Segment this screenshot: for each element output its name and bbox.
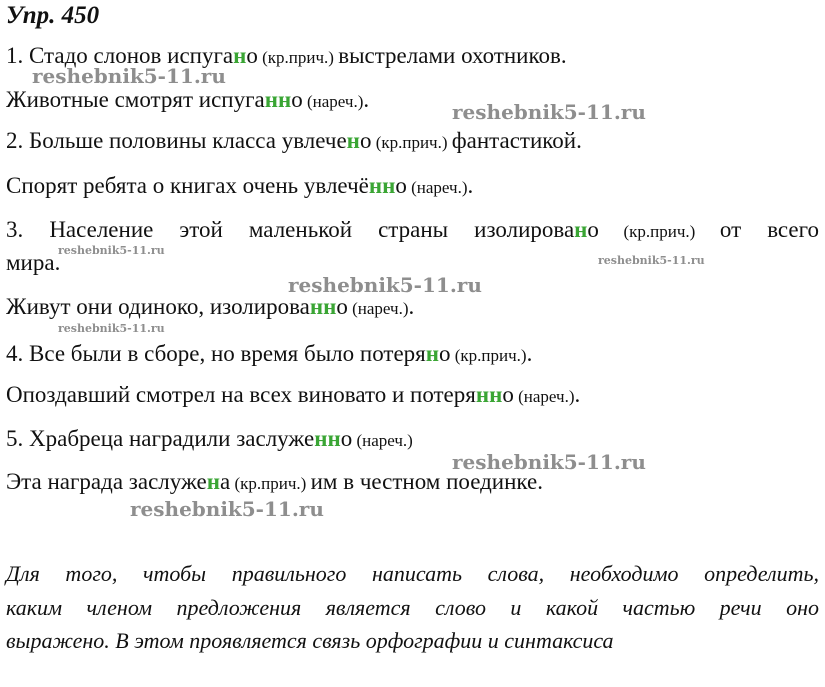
watermark: reshebnik5-11.ru — [452, 100, 646, 124]
sentence-line: Эта награда заслужена (кр.прич.) им в честном поединке. — [6, 469, 543, 494]
sentence-line: 1. Стадо слонов испугано (кр.прич.) выстрелами охотников. — [6, 43, 567, 68]
sentence-line: мира. — [6, 250, 61, 275]
conclusion-line: выражено. В этом проявляется связь орфографии и синтаксиса — [6, 628, 614, 653]
conclusion-line: Для того, чтобы правильного написать слова, необходимо определить, — [6, 561, 819, 586]
watermark: reshebnik5-11.ru — [58, 244, 165, 257]
sentence-line: Опоздавший смотрел на всех виновато и потерянно (нареч.). — [6, 382, 581, 407]
sentence-line: Спорят ребята о книгах очень увлечённо (нареч.). — [6, 173, 474, 198]
sentence-line: Живут они одиноко, изолированно (нареч.). — [6, 294, 415, 319]
watermark: reshebnik5-11.ru — [32, 64, 226, 88]
sentence-line: 3. Население этой маленькой страны изолировано (кр.прич.) от всего — [6, 217, 819, 242]
watermark: reshebnik5-11.ru — [130, 497, 324, 521]
conclusion-line: каким членом предложения является слово и какой частью речи оно — [6, 595, 819, 620]
watermark: reshebnik5-11.ru — [58, 322, 165, 335]
sentence-line: Животные смотрят испуганно (нареч.). — [6, 87, 370, 112]
sentence-line: 4. Все были в сборе, но время было потеряно (кр.прич.). — [6, 341, 533, 366]
sentence-line: 5. Храбреца наградили заслуженно (нареч.) — [6, 426, 413, 451]
watermark: reshebnik5-11.ru — [598, 254, 705, 267]
watermark: reshebnik5-11.ru — [452, 450, 646, 474]
watermark: reshebnik5-11.ru — [288, 273, 482, 297]
sentence-line: 2. Больше половины класса увлечено (кр.прич.) фантастикой. — [6, 128, 582, 153]
exercise-title: Упр. 450 — [6, 2, 100, 29]
